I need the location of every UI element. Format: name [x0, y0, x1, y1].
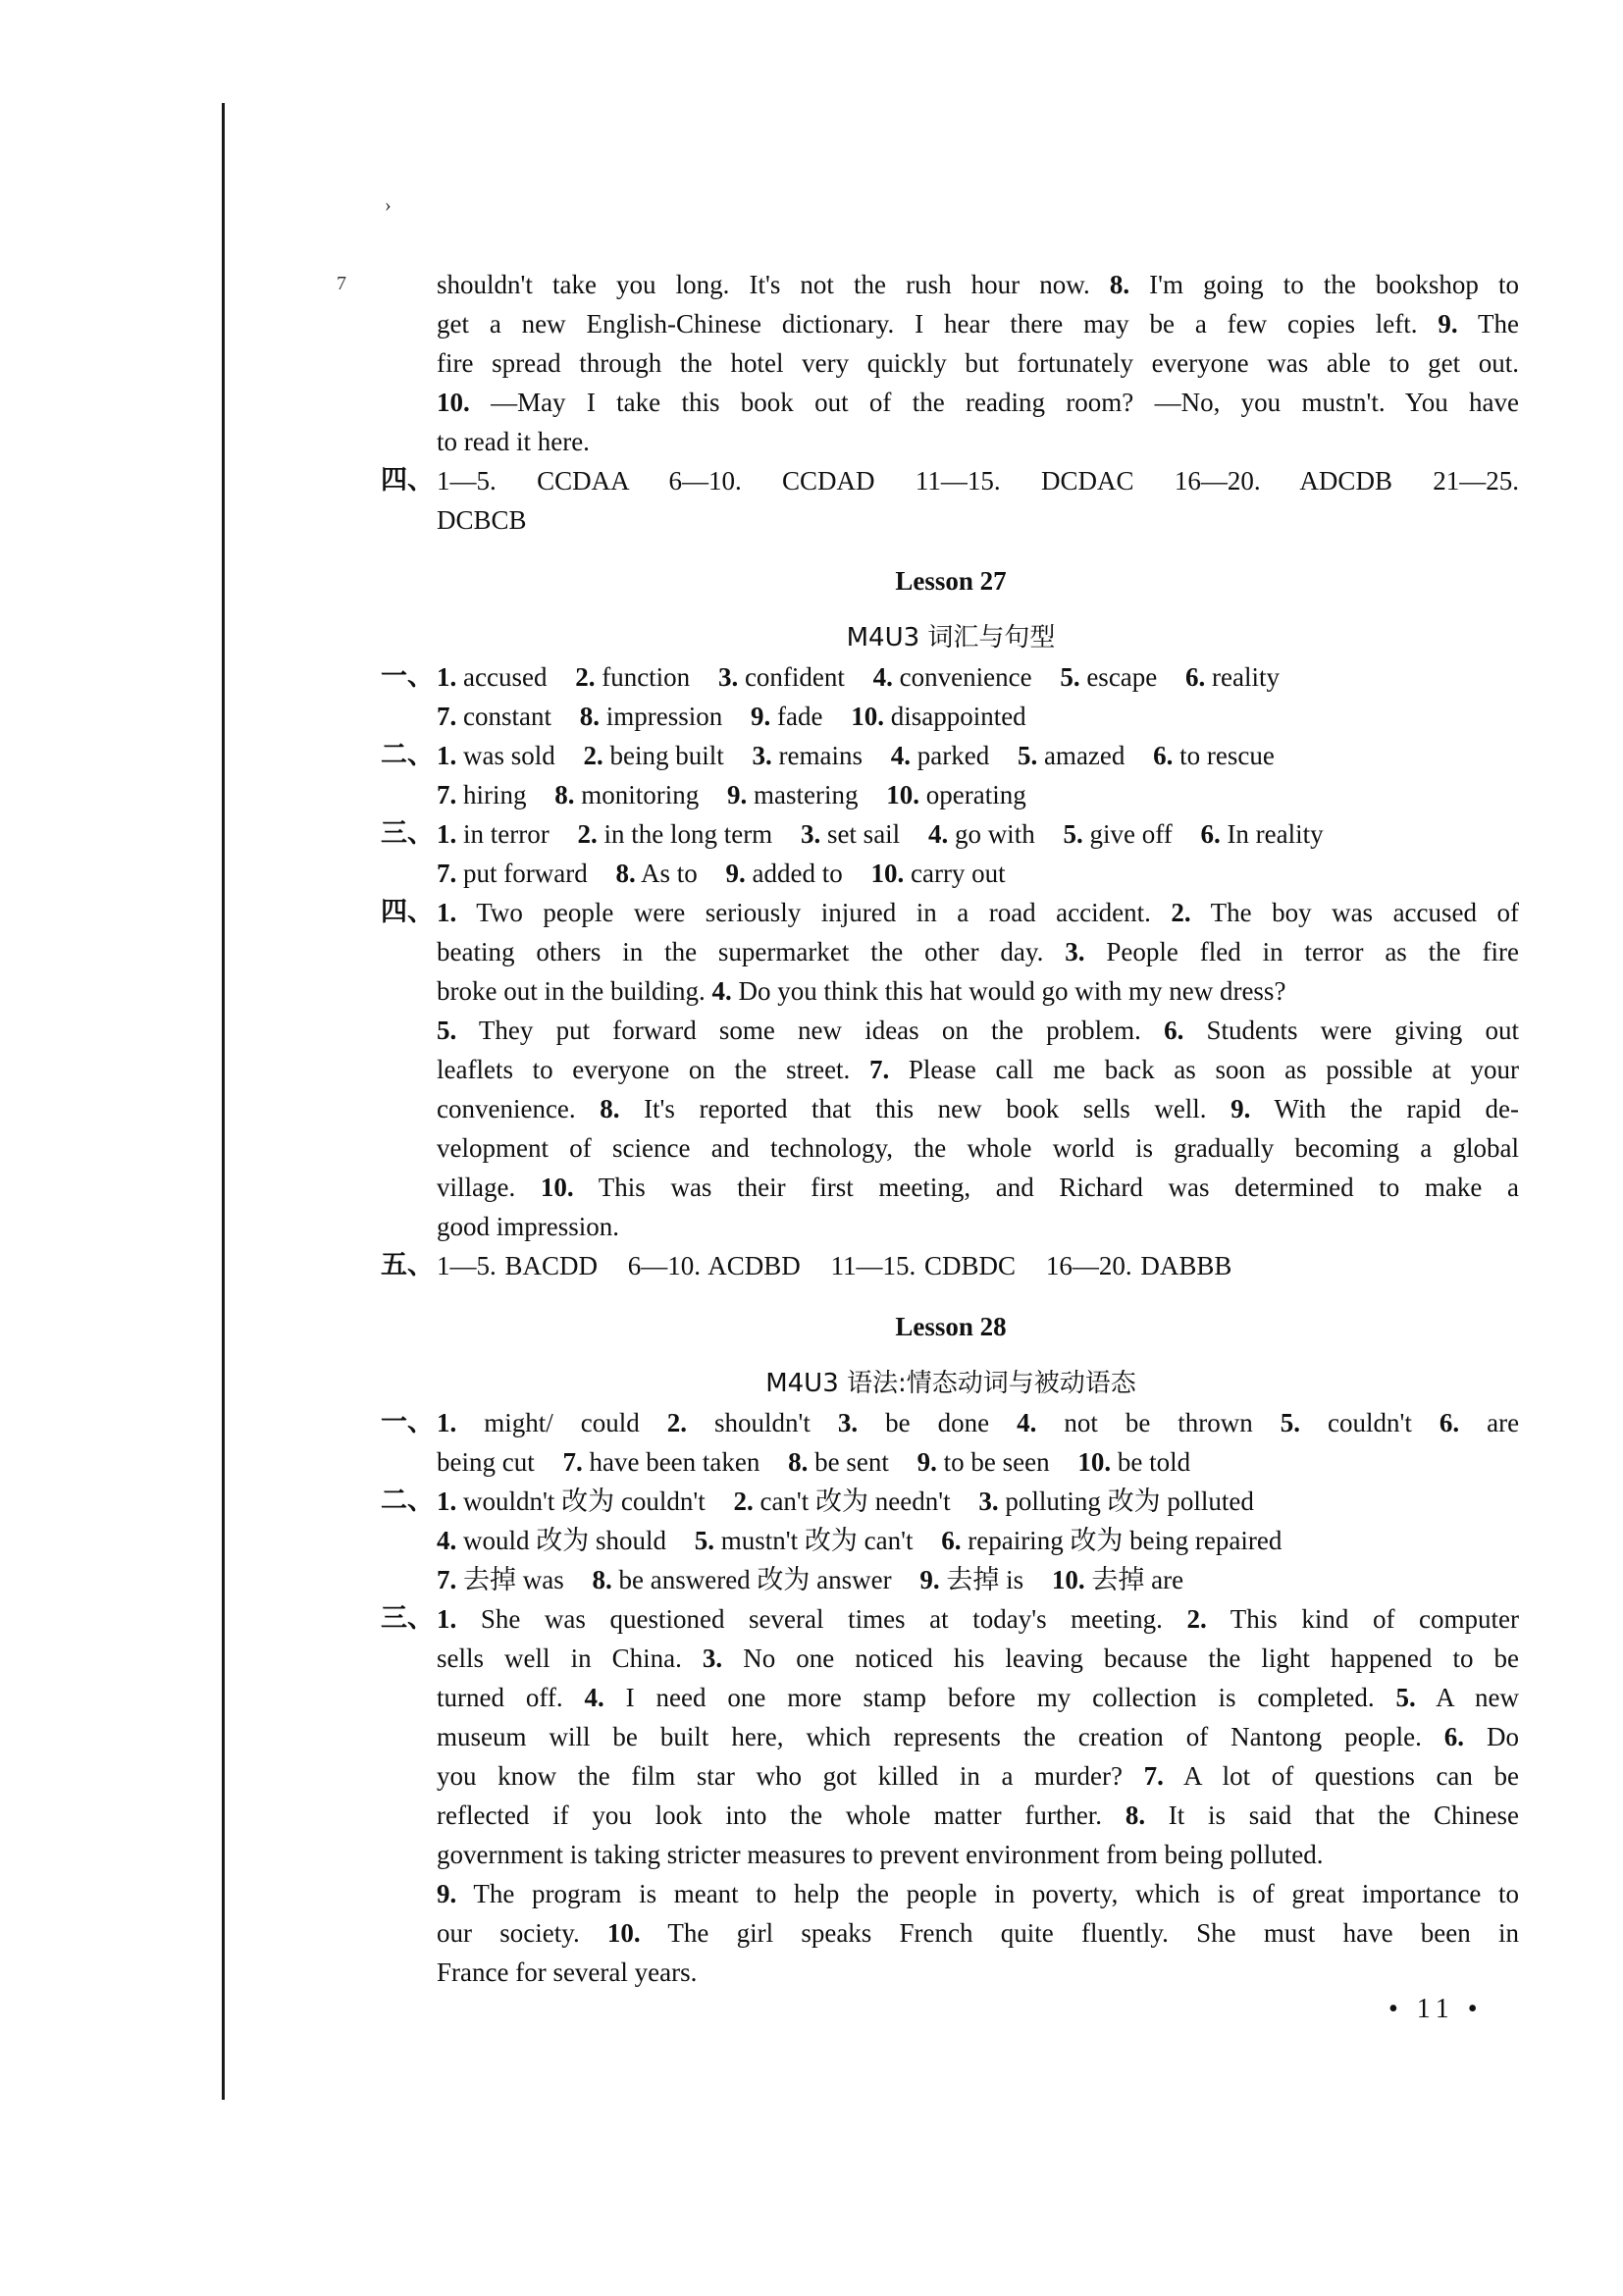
answer: can't 改为 needn't [759, 1487, 951, 1516]
item-number: 3. [978, 1487, 999, 1516]
item-number: 1. [437, 1487, 457, 1516]
text-line: beating others in the supermarket the other day. 3. People fled in terror as the fire [437, 937, 1519, 966]
answer: operating [925, 780, 1026, 809]
item-number: 3. [837, 1408, 859, 1437]
text-line: reflected if you look into the whole matter further. 8. It is said that the Chinese [437, 1800, 1519, 1830]
answer: confident [744, 662, 845, 692]
text-line: you know the film star who got killed in a murder? 7. A lot of questions can be [437, 1761, 1519, 1791]
item-number: 8. [615, 859, 636, 888]
margin-rule [222, 103, 225, 2100]
answer-row [437, 697, 1519, 736]
item-number: 8. [554, 780, 575, 809]
item-number: 4. [711, 976, 732, 1006]
answer: be sent [814, 1447, 889, 1477]
answer: set sail [826, 819, 901, 849]
item-number: 3. [1065, 937, 1085, 966]
answer: 去掉 are [1091, 1565, 1184, 1594]
answer-continuation: DCBCB [437, 505, 527, 535]
item-number: 3. [702, 1644, 723, 1673]
text-line: 5. They put forward some new ideas on the problem. 6. Students were giving out [437, 1016, 1519, 1045]
answer: go with [954, 819, 1035, 849]
item-number: 7. [437, 702, 457, 731]
answer: being built [609, 741, 724, 770]
answer: have been taken [589, 1447, 760, 1477]
section-marker: 五、 [381, 1250, 434, 1280]
answer-row [437, 1403, 1519, 1442]
answer: wouldn't 改为 couldn't [463, 1487, 706, 1516]
item-number: 2. [1186, 1604, 1207, 1634]
item-number: 6. [1200, 819, 1221, 849]
answer: was sold [463, 741, 555, 770]
item-number: 7. [868, 1055, 890, 1084]
answer: be done [885, 1408, 990, 1437]
item-number: 10. [437, 388, 470, 417]
answer: In reality [1227, 819, 1324, 849]
answer: to rescue [1179, 741, 1275, 770]
text-line: museum will be built here, which represents the creation of Nantong people. 6. Do [437, 1722, 1519, 1751]
item-number: 9. [1230, 1094, 1251, 1123]
item-number: 3. [800, 819, 821, 849]
answer: being cut [437, 1447, 535, 1477]
answer: constant [463, 702, 551, 731]
section-marker: 四、 [381, 897, 434, 927]
section-marker: 三、 [381, 818, 434, 849]
answer-row [437, 1521, 1519, 1560]
item-number: 9. [725, 859, 746, 888]
answer: added to [752, 859, 843, 888]
answer: in the long term [603, 819, 773, 849]
lesson-subtitle: M4U3 语法:情态动词与被动语态 [765, 1369, 1136, 1398]
item-number: 9. [727, 780, 748, 809]
answer-row [437, 1482, 1519, 1521]
item-number: 2. [666, 1408, 687, 1437]
answer-group: 16—20. DABBB [1045, 1251, 1232, 1280]
item-number: 5. [694, 1526, 715, 1555]
item-number: 10. [606, 1918, 641, 1948]
answer: monitoring [581, 780, 700, 809]
item-number: 6. [1439, 1408, 1460, 1437]
item-number: 5. [1060, 662, 1080, 692]
answer: parked [916, 741, 990, 770]
text-line: 1. She was questioned several times at today's meeting. 2. This kind of computer [437, 1604, 1519, 1634]
item-number: 9. [1438, 309, 1458, 339]
item-number: 8. [579, 702, 600, 731]
text-line: fire spread through the hotel very quickly but fortunately everyone was able to get out. [437, 348, 1519, 378]
answer: shouldn't [713, 1408, 811, 1437]
answer: convenience [899, 662, 1032, 692]
answer: 去掉 is [946, 1565, 1024, 1594]
item-number: 5. [1280, 1408, 1301, 1437]
answer: impression [605, 702, 723, 731]
section-marker: 二、 [381, 740, 434, 770]
answer: hiring [463, 780, 527, 809]
item-number: 2. [583, 741, 603, 770]
answer: might/ could [484, 1408, 640, 1437]
item-number: 7. [437, 780, 457, 809]
answer-group: 21—25. [1433, 466, 1519, 496]
lesson-title: Lesson 28 [895, 1312, 1007, 1341]
answer-row [437, 657, 1519, 697]
answer: 去掉 was [463, 1565, 564, 1594]
item-number: 9. [916, 1447, 937, 1477]
answer: couldn't [1328, 1408, 1412, 1437]
answer: escape [1086, 662, 1158, 692]
item-number: 9. [750, 702, 771, 731]
section-marker: 三、 [381, 1603, 434, 1634]
margin-mark: › [385, 194, 392, 216]
item-number: 5. [1017, 741, 1038, 770]
text-line: shouldn't take you long. It's not the rush hour now. 8. I'm going to the bookshop to [437, 270, 1519, 299]
lesson-title: Lesson 27 [895, 566, 1007, 596]
item-number: 7. [437, 859, 457, 888]
item-number: 3. [752, 741, 772, 770]
answer-group: 11—15. CDBDC [830, 1251, 1017, 1280]
item-number: 8. [592, 1565, 612, 1594]
text-line: broke out in the building. 4. Do you think this hat would go with my new dress? [437, 976, 1286, 1006]
item-number: 6. [1153, 741, 1174, 770]
answer: be answered 改为 answer [618, 1565, 892, 1594]
answer-row [437, 1246, 1519, 1285]
item-number: 7. [437, 1565, 457, 1594]
text-line: good impression. [437, 1212, 619, 1241]
answer-row [437, 775, 1519, 814]
item-number: 5. [1063, 819, 1083, 849]
answer: be told [1117, 1447, 1191, 1477]
answer-group: 1—5. CCDAA [437, 466, 629, 496]
answer-row [437, 736, 1519, 775]
item-number: 8. [1125, 1800, 1146, 1830]
item-number: 1. [437, 898, 457, 927]
page-number: • 11 • [1388, 1994, 1484, 2024]
answer: in terror [463, 819, 550, 849]
answer-group: 11—15. DCDAC [915, 466, 1134, 496]
answer-row [437, 461, 1519, 500]
item-number: 4. [1017, 1408, 1037, 1437]
answer: to be seen [943, 1447, 1050, 1477]
answer-group: 6—10. ACDBD [627, 1251, 801, 1280]
item-number: 6. [1185, 662, 1206, 692]
answer-group: 1—5. BACDD [437, 1251, 599, 1280]
item-number: 2. [733, 1487, 754, 1516]
text-line: convenience. 8. It's reported that this new book sells well. 9. With the rapid de- [437, 1094, 1519, 1123]
item-number: 1. [437, 662, 457, 692]
margin-mark: 7 [337, 273, 346, 294]
item-number: 5. [1395, 1683, 1416, 1712]
answer: put forward [463, 859, 588, 888]
section-marker: 四、 [381, 465, 434, 496]
item-number: 4. [927, 819, 949, 849]
answer: not be thrown [1064, 1408, 1253, 1437]
answer: remains [778, 741, 863, 770]
text-line: get a new English-Chinese dictionary. I hear there may be a few copies left. 9. The [437, 309, 1519, 339]
item-number: 6. [1164, 1016, 1184, 1045]
item-number: 3. [717, 662, 739, 692]
answer-row [437, 854, 1519, 893]
item-number: 1. [437, 1408, 457, 1437]
answer: mustn't 改为 can't [720, 1526, 914, 1555]
answer-group: 16—20. ADCDB [1174, 466, 1392, 496]
text-line: France for several years. [437, 1957, 698, 1987]
answer: reality [1212, 662, 1280, 692]
answer: function [602, 662, 691, 692]
item-number: 5. [437, 1016, 457, 1045]
item-number: 10. [851, 702, 884, 731]
answer-group: 6—10. CCDAD [668, 466, 875, 496]
answer: As to [640, 859, 698, 888]
item-number: 2. [577, 819, 598, 849]
answer: polluting 改为 polluted [1005, 1487, 1254, 1516]
lesson-subtitle: M4U3 词汇与句型 [846, 623, 1056, 652]
item-number: 9. [919, 1565, 940, 1594]
item-number: 1. [437, 1604, 457, 1634]
section-marker: 二、 [381, 1486, 434, 1516]
text-line: village. 10. This was their first meeting, and Richard was determined to make a [437, 1173, 1519, 1202]
answer: would 改为 should [463, 1526, 667, 1555]
item-number: 10. [886, 780, 919, 809]
item-number: 9. [437, 1879, 457, 1908]
item-number: 1. [437, 819, 457, 849]
text-line: to read it here. [437, 427, 590, 456]
item-number: 2. [575, 662, 596, 692]
text-line: leaflets to everyone on the street. 7. Please call me back as soon as possible at your [437, 1055, 1519, 1084]
item-number: 4. [890, 741, 911, 770]
answer: amazed [1043, 741, 1126, 770]
item-number: 7. [1143, 1761, 1164, 1791]
item-number: 8. [788, 1447, 809, 1477]
item-number: 6. [1443, 1722, 1465, 1751]
answer-row [437, 1560, 1519, 1599]
item-number: 4. [584, 1683, 604, 1712]
item-number: 10. [1051, 1565, 1085, 1594]
text-line: velopment of science and technology, the whole world is gradually becoming a global [437, 1133, 1519, 1163]
item-number: 4. [437, 1526, 457, 1555]
answer: repairing 改为 being repaired [968, 1526, 1283, 1555]
text-line: government is taking stricter measures to prevent environment from being polluted. [437, 1840, 1324, 1869]
text-line: our society. 10. The girl speaks French quite fluently. She must have been in [437, 1918, 1519, 1948]
item-number: 8. [1109, 270, 1130, 299]
answer: accused [463, 662, 548, 692]
text-line: sells well in China. 3. No one noticed his leaving because the light happened to be [437, 1644, 1519, 1673]
section-marker: 一、 [381, 661, 434, 692]
text-line: turned off. 4. I need one more stamp before my collection is completed. 5. A new [437, 1683, 1519, 1712]
item-number: 6. [941, 1526, 962, 1555]
item-number: 10. [540, 1173, 574, 1202]
answer: give off [1089, 819, 1173, 849]
answer: mastering [754, 780, 859, 809]
answer: disappointed [890, 702, 1026, 731]
answer-row [437, 1442, 1519, 1482]
answer: carry out [910, 859, 1006, 888]
answer-row [437, 814, 1519, 854]
answer: are [1487, 1408, 1519, 1437]
answer: fade [776, 702, 823, 731]
text-line: 1. Two people were seriously injured in a road accident. 2. The boy was accused of [437, 898, 1519, 927]
item-number: 4. [872, 662, 893, 692]
item-number: 10. [870, 859, 905, 888]
item-number: 1. [437, 741, 457, 770]
section-marker: 一、 [381, 1407, 434, 1437]
item-number: 7. [562, 1447, 583, 1477]
text-line: 10. —May I take this book out of the reading room? —No, you mustn't. You have [437, 388, 1519, 417]
item-number: 10. [1077, 1447, 1112, 1477]
text-line: 9. The program is meant to help the people in poverty, which is of great importance to [437, 1879, 1519, 1908]
item-number: 2. [1171, 898, 1191, 927]
item-number: 8. [600, 1094, 620, 1123]
